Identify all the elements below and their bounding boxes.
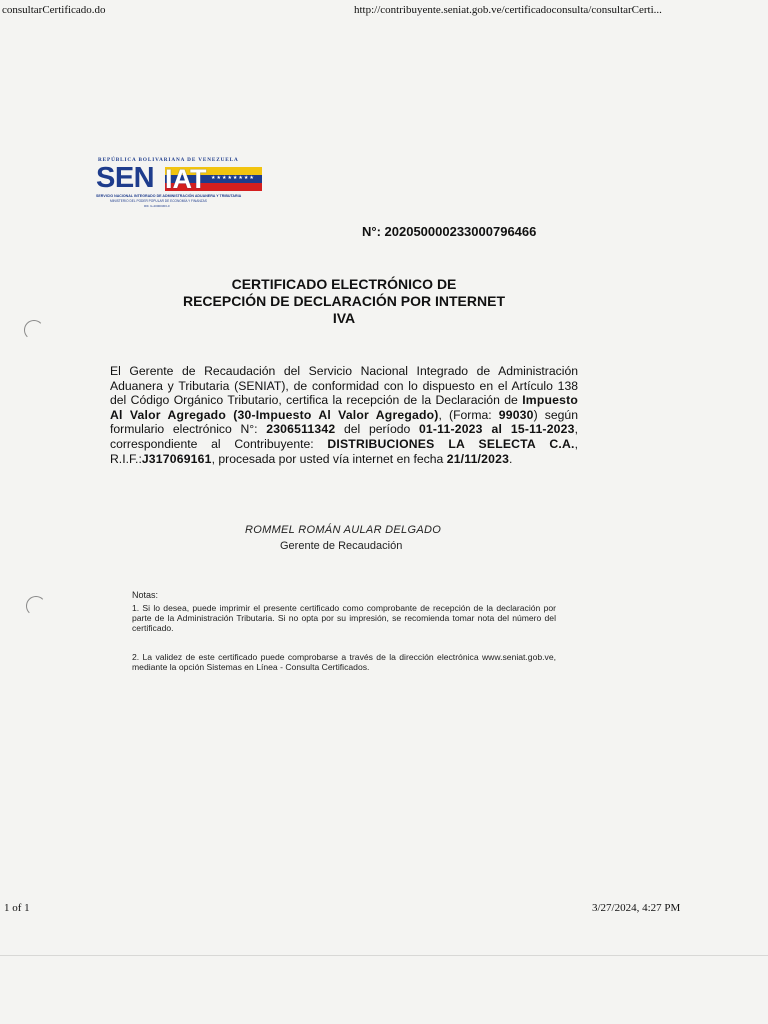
page-count: 1 of 1 — [4, 902, 30, 914]
logo-wordmark-right: IAT — [165, 164, 207, 194]
note-1: 1. Si lo desea, puede imprimir el presente certificado como comprobante de recepción de la declaración por parte de la Administración Tributaria. Si no opta por su impresión, se recomienda tomar nota del número del certificado. — [132, 603, 556, 634]
print-timestamp: 3/27/2024, 4:27 PM — [592, 902, 681, 914]
body-text-fragment: del período — [335, 422, 419, 437]
declaration-date: 21/11/2023 — [446, 451, 510, 466]
contributor-name: DISTRIBUCIONES LA SELECTA C.A. — [327, 436, 575, 451]
signatory-name: ROMMEL ROMÁN AULAR DELGADO — [245, 524, 442, 536]
logo-flag — [165, 164, 262, 194]
signatory-role: Gerente de Recaudación — [280, 540, 403, 552]
body-text-fragment: , procesada por usted vía internet en fecha — [211, 451, 447, 466]
logo-ministry: MINISTERIO DEL PODER POPULAR DE ECONOMÍA Y FINANZAS — [110, 199, 207, 203]
title-line-3: IVA — [332, 310, 356, 326]
logo-subtitle: SERVICIO NACIONAL INTEGRADO DE ADMINISTRACIÓN ADUANERA Y TRIBUTARIA — [96, 194, 242, 198]
forma-number: 99030 — [498, 407, 534, 422]
certificate-title — [110, 276, 578, 327]
note-2: 2. La validez de este certificado puede comprobarse a través de la dirección electrónica www.seniat.gob.ve, mediante la opción Sistemas en Línea - Consulta Certificados. — [132, 652, 556, 673]
body-text-fragment: . — [509, 451, 513, 466]
body-text-fragment: , correspondiente al Contribuyente: — [110, 422, 578, 451]
period: 01-11-2023 al 15-11-2023 — [418, 422, 575, 437]
page-divider — [0, 955, 768, 956]
body-intro: El Gerente de Recaudación del Servicio Nacional Integrado de Administración Aduanera y Tributaria (SENIAT), de conformidad con lo dispuesto en el Artículo 138 del Código Orgánico Tributario, certifica la recepción de la Declaración de — [110, 364, 578, 408]
form-number: 2306511342 — [266, 422, 336, 437]
tax-name: Impuesto Al Valor Agregado (30-Impuesto Al Valor Agregado) — [110, 393, 578, 422]
notes-label: Notas: — [132, 590, 159, 600]
seniat-logo — [96, 157, 268, 209]
contributor-rif: J317069161 — [141, 451, 212, 466]
body-text-fragment: , (Forma: — [438, 407, 499, 422]
punch-hole-mark — [24, 320, 44, 340]
logo-wordmark-left: SEN — [96, 162, 155, 194]
certificate-number: N°: 202050000233000796466 — [362, 224, 537, 239]
certificate-body — [110, 364, 578, 466]
body-text-fragment: ) según formulario electrónico N°: — [110, 407, 578, 437]
logo-rif: RIF. G-20000303-0 — [144, 204, 170, 208]
body-text-fragment: , R.I.F.: — [110, 436, 578, 466]
flag-stars-icon: ★★★★★★★★ — [211, 175, 255, 181]
title-line-1: CERTIFICADO ELECTRÓNICO DE — [231, 276, 457, 292]
punch-hole-mark — [26, 596, 46, 616]
title-line-2: RECEPCIÓN DE DECLARACIÓN POR INTERNET — [182, 293, 506, 309]
page-url-right: http://contribuyente.seniat.gob.ve/certificadoconsulta/consultarCerti... — [354, 4, 662, 16]
page-url-left: consultarCertificado.do — [2, 4, 106, 16]
logo-republic-text: REPÚBLICA BOLIVARIANA DE VENEZUELA — [98, 157, 239, 163]
